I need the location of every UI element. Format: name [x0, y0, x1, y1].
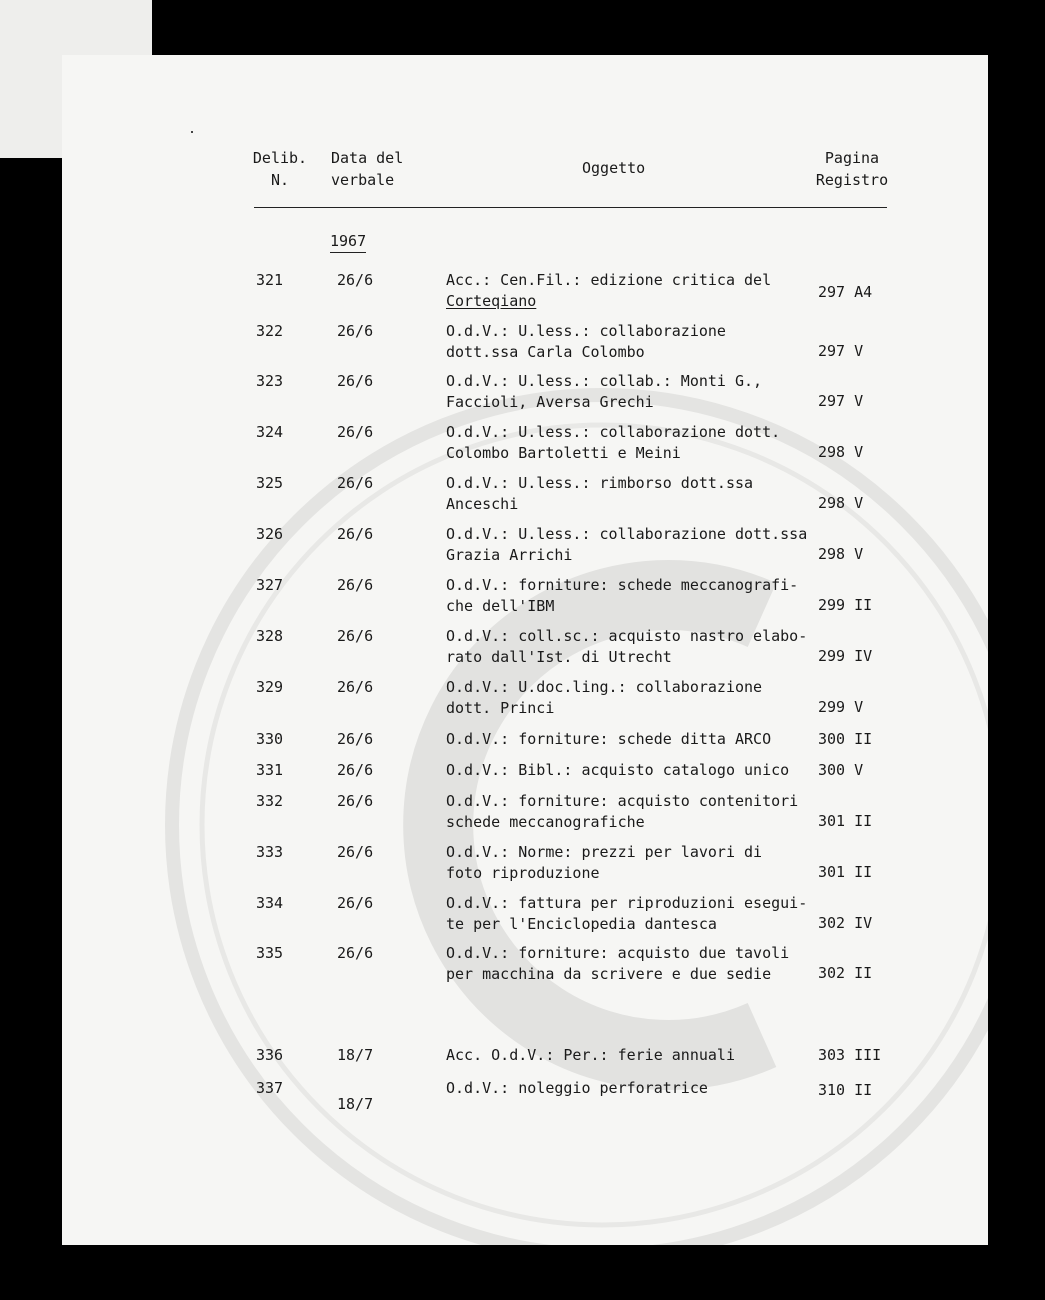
row-date: 18/7 — [337, 1095, 374, 1113]
row-date: 26/6 — [337, 843, 374, 861]
row-date: 26/6 — [337, 372, 374, 390]
row-subject-text: Acc. O.d.V.: Per.: ferie annuali — [446, 1046, 735, 1064]
row-subject — [446, 371, 816, 412]
row-delib-number: 328 — [256, 627, 284, 645]
row-date: 26/6 — [337, 474, 374, 492]
row-subject-text: O.d.V.: forniture: schede ditta ARCO — [446, 730, 772, 748]
row-subject — [446, 791, 816, 832]
row-delib-number: 331 — [256, 761, 284, 779]
row-delib-number: 329 — [256, 678, 284, 696]
row-register-page: 301 II — [818, 812, 873, 830]
year-heading: 1967 — [330, 231, 366, 253]
row-register-page: 297 V — [818, 392, 864, 410]
row-delib-number: 324 — [256, 423, 284, 441]
row-date: 26/6 — [337, 761, 374, 779]
row-subject-text: O.d.V.: Norme: prezzi per lavori di foto riproduzione — [446, 843, 763, 882]
row-delib-number: 330 — [256, 730, 284, 748]
row-subject-text: O.d.V.: noleggio perforatrice — [446, 1079, 708, 1097]
document-page — [62, 55, 988, 1245]
row-date: 26/6 — [337, 894, 374, 912]
row-subject — [446, 760, 816, 781]
row-register-page: 300 II — [818, 730, 873, 748]
row-date: 26/6 — [337, 423, 374, 441]
row-subject — [446, 270, 816, 311]
row-delib-number: 323 — [256, 372, 284, 390]
row-date: 26/6 — [337, 944, 374, 962]
row-register-page: 299 V — [818, 698, 864, 716]
row-register-page: 300 V — [818, 761, 864, 779]
row-subject-underlined: Corteqiano — [446, 291, 537, 310]
row-register-page: 299 II — [818, 596, 873, 614]
row-delib-number: 335 — [256, 944, 284, 962]
row-subject-text: O.d.V.: U.less.: collaborazione dott. Colombo Bartoletti e Meini — [446, 423, 781, 462]
row-date: 18/7 — [337, 1046, 374, 1064]
row-date: 26/6 — [337, 792, 374, 810]
row-subject — [446, 473, 816, 514]
header-page-line2: Registro — [815, 171, 889, 189]
row-subject — [446, 842, 816, 883]
row-delib-number: 337 — [256, 1079, 284, 1097]
row-subject-text: O.d.V.: U.less.: collaborazione dott.ssa Grazia Arrichi — [446, 525, 808, 564]
row-subject — [446, 422, 816, 463]
row-register-page: 301 II — [818, 863, 873, 881]
row-subject — [446, 626, 816, 667]
row-subject-text: O.d.V.: U.less.: collaborazione dott.ssa Carla Colombo — [446, 322, 726, 361]
row-delib-number: 327 — [256, 576, 284, 594]
header-page — [810, 147, 894, 191]
row-register-page: 298 V — [818, 494, 864, 512]
row-subject-text: Acc.: Cen.Fil.: edizione critica del — [446, 271, 772, 289]
row-subject-text: O.d.V.: forniture: acquisto due tavoli per macchina da scrivere e due sedie — [446, 944, 790, 983]
scan-mark — [191, 131, 193, 133]
row-subject — [446, 1078, 816, 1099]
row-register-page: 302 IV — [818, 914, 873, 932]
row-date: 26/6 — [337, 627, 374, 645]
row-date: 26/6 — [337, 525, 374, 543]
header-delib — [247, 147, 313, 191]
header-subject: Oggetto — [582, 159, 646, 177]
row-date: 26/6 — [337, 678, 374, 696]
row-subject-text: O.d.V.: U.less.: rimborso dott.ssa Anceschi — [446, 474, 754, 513]
row-subject-text: O.d.V.: coll.sc.: acquisto nastro elabo- rato dall'Ist. di Utrecht — [446, 627, 808, 666]
row-date: 26/6 — [337, 271, 374, 289]
row-date: 26/6 — [337, 576, 374, 594]
header-page-line1: Pagina — [824, 149, 880, 167]
row-delib-number: 333 — [256, 843, 284, 861]
row-register-page: 310 II — [818, 1081, 873, 1099]
row-subject — [446, 575, 816, 616]
row-subject-text: O.d.V.: U.doc.ling.: collaborazione dott. Princi — [446, 678, 763, 717]
row-delib-number: 321 — [256, 271, 284, 289]
row-subject-text: O.d.V.: forniture: acquisto contenitori schede meccanografiche — [446, 792, 799, 831]
row-subject-text: O.d.V.: fattura per riproduzioni esegui- te per l'Enciclopedia dantesca — [446, 894, 808, 933]
row-register-page: 297 V — [818, 342, 864, 360]
header-delib-line2: N. — [270, 171, 290, 189]
row-delib-number: 336 — [256, 1046, 284, 1064]
row-register-page: 298 V — [818, 443, 864, 461]
row-subject — [446, 893, 816, 934]
row-delib-number: 325 — [256, 474, 284, 492]
row-register-page: 302 II — [818, 964, 873, 982]
row-subject-text: O.d.V.: U.less.: collab.: Monti G., Faccioli, Aversa Grechi — [446, 372, 763, 411]
header-date-line1: Data del — [331, 149, 404, 167]
header-rule — [254, 207, 887, 208]
row-register-page: 298 V — [818, 545, 864, 563]
row-delib-number: 326 — [256, 525, 284, 543]
row-register-page: 303 III — [818, 1046, 882, 1064]
row-subject-text: O.d.V.: forniture: schede meccanografi- che dell'IBM — [446, 576, 799, 615]
row-subject — [446, 321, 816, 362]
row-delib-number: 334 — [256, 894, 284, 912]
header-date-line2: verbale — [331, 171, 395, 189]
row-subject — [446, 729, 816, 750]
row-subject — [446, 677, 816, 718]
row-subject — [446, 524, 816, 565]
row-date: 26/6 — [337, 730, 374, 748]
header-delib-line1: Delib. — [252, 149, 308, 167]
row-subject — [446, 1045, 816, 1066]
row-register-page: 299 IV — [818, 647, 873, 665]
row-delib-number: 322 — [256, 322, 284, 340]
row-subject — [446, 943, 816, 984]
row-date: 26/6 — [337, 322, 374, 340]
header-date — [331, 147, 421, 191]
row-delib-number: 332 — [256, 792, 284, 810]
row-subject-text: O.d.V.: Bibl.: acquisto catalogo unico — [446, 761, 790, 779]
row-register-page: 297 A4 — [818, 283, 873, 301]
